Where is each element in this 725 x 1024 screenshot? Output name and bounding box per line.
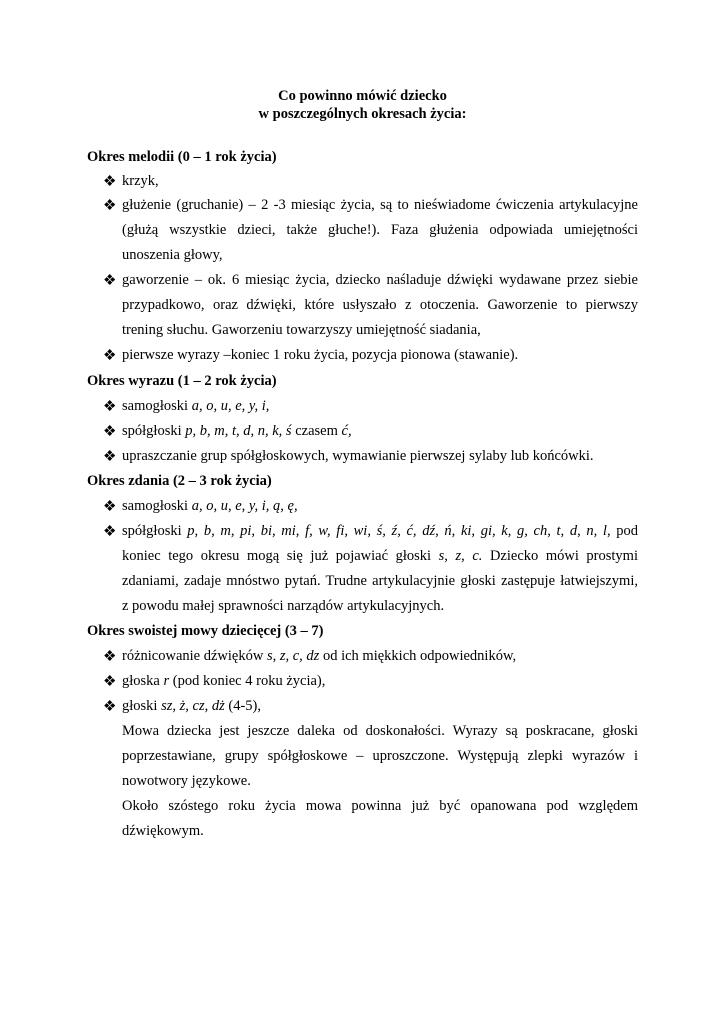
bullet-icon: ❖ xyxy=(103,499,117,515)
title-line-2: w poszczególnych okresach życia: xyxy=(258,106,467,122)
paragraph-line: poprzestawiane, grupy spółgłoskowe – uproszczone. Występują zlepki wyrazów i xyxy=(122,748,638,764)
bullet-icon: ❖ xyxy=(103,424,117,440)
list-item-line: unoszenia głowy, xyxy=(122,247,223,263)
section-heading-melody: Okres melodii (0 – 1 rok życia) xyxy=(87,149,277,165)
list-item-line: zdaniami, zadaje mnóstwo pytań. Trudne artykulacyjnie głoski zastępuje łatwiejszymi, xyxy=(122,573,638,589)
bullet-icon: ❖ xyxy=(103,449,117,465)
list-item-line: trening słuchu. Gaworzeniu towarzyszy umiejętność siadania, xyxy=(122,322,481,338)
bullet-icon: ❖ xyxy=(103,699,117,715)
paragraph-line: nowotwory językowe. xyxy=(122,773,251,789)
bullet-icon: ❖ xyxy=(103,524,117,540)
bullet-icon: ❖ xyxy=(103,198,117,214)
list-item-line: z powodu małej sprawności narządów artykulacyjnych. xyxy=(122,598,445,614)
list-item: upraszczanie grup spółgłoskowych, wymawianie pierwszej sylaby lub końcówki. xyxy=(122,448,594,464)
paragraph-line: dźwiękowym. xyxy=(122,823,204,839)
bullet-icon: ❖ xyxy=(103,399,117,415)
section-heading-child-speech: Okres swoistej mowy dziecięcej (3 – 7) xyxy=(87,623,324,639)
paragraph-line: Mowa dziecka jest jeszcze daleka od doskonałości. Wyrazy są poskracane, głoski xyxy=(122,723,638,739)
bullet-icon: ❖ xyxy=(103,649,117,665)
list-item-line: spółgłoski p, b, m, pi, bi, mi, f, w, fi, wi, ś, ź, ć, dź, ń, ki, gi, k, g, ch, t, d, n, l, pod xyxy=(122,523,639,539)
list-item-line: przypadkowo, oraz dźwięki, które usłyszało z otoczenia. Gaworzenie to pierwszy xyxy=(122,297,638,313)
list-item: krzyk, xyxy=(122,173,159,189)
section-heading-sentence: Okres zdania (2 – 3 rok życia) xyxy=(87,473,272,489)
list-item: głoski sz, ż, cz, dż (4-5), xyxy=(122,698,261,714)
bullet-icon: ❖ xyxy=(103,273,117,289)
bullet-icon: ❖ xyxy=(103,174,117,190)
bullet-icon: ❖ xyxy=(103,348,117,364)
list-item-line: koniec tego okresu mogą się już pojawiać głoski s, z, c. Dziecko mówi prostymi xyxy=(122,548,638,564)
list-item-line: gaworzenie – ok. 6 miesiąc życia, dziecko naśladuje dźwięki wydawane przez siebie xyxy=(122,272,638,288)
list-item: różnicowanie dźwięków s, z, c, dz od ich miękkich odpowiedników, xyxy=(122,648,517,664)
list-item: samogłoski a, o, u, e, y, i, xyxy=(122,398,270,414)
list-item: spółgłoski p, b, m, t, d, n, k, ś czasem ć, xyxy=(122,423,352,439)
section-heading-word: Okres wyrazu (1 – 2 rok życia) xyxy=(87,373,277,389)
title-line-1: Co powinno mówić dziecko xyxy=(278,88,447,104)
bullet-icon: ❖ xyxy=(103,674,117,690)
list-item: samogłoski a, o, u, e, y, i, ą, ę, xyxy=(122,498,298,514)
paragraph-line: Około szóstego roku życia mowa powinna już być opanowana pod względem xyxy=(122,798,638,814)
list-item: pierwsze wyrazy –koniec 1 roku życia, pozycja pionowa (stawanie). xyxy=(122,347,519,363)
list-item-line: głużenie (gruchanie) – 2 -3 miesiąc życia, są to nieświadome ćwiczenia artykulacyjne xyxy=(122,197,638,213)
list-item-line: (głużą wszystkie dzieci, także głuche!). Faza głużenia odpowiada umiejętności xyxy=(122,222,638,238)
list-item: głoska r (pod koniec 4 roku życia), xyxy=(122,673,326,689)
